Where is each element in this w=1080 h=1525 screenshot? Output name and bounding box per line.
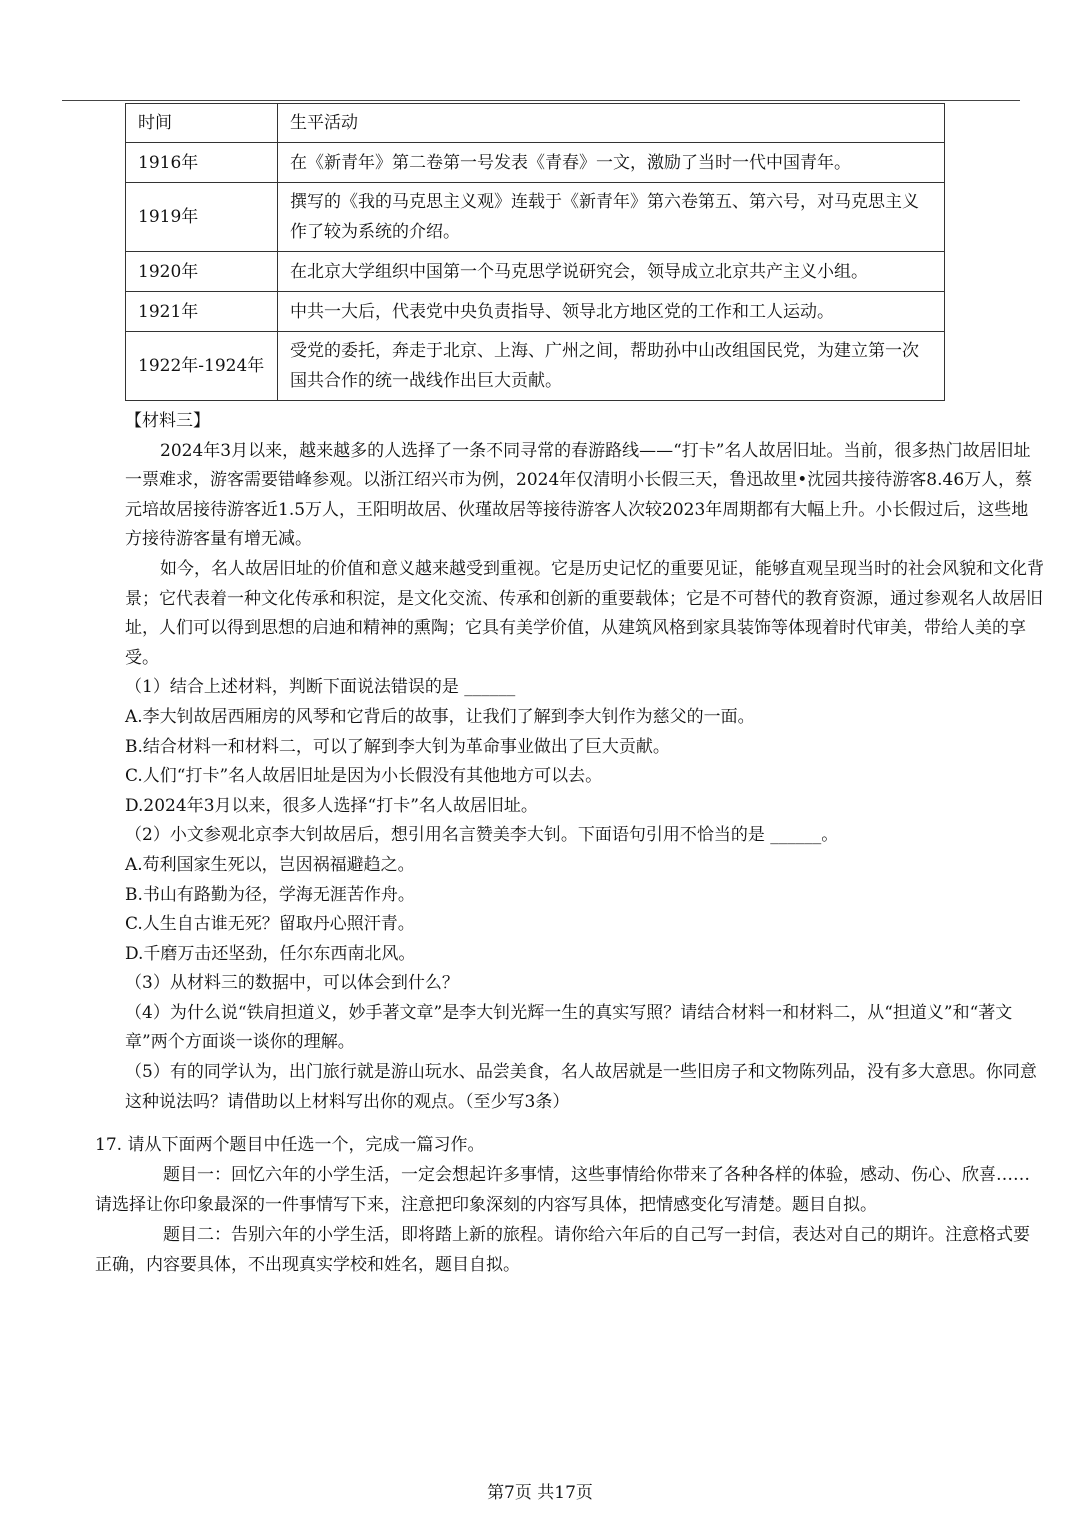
material-three-section (125, 407, 1045, 1117)
question-2-option-c: C.人生自古谁无死？留取丹心照汗青。 (125, 914, 415, 935)
table-row (126, 292, 945, 332)
activity-cell: 撰写的《我的马克思主义观》连载于《新青年》第六卷第五、第六号，对马克思主义作了较为系统的介绍。 (278, 183, 945, 252)
activity-cell: 中共一大后，代表党中央负责指导、领导北方地区党的工作和工人运动。 (278, 292, 945, 332)
year-cell: 1921年 (126, 292, 278, 332)
header-cell-activity: 生平活动 (278, 104, 945, 143)
page-number: 第7页 共17页 (487, 1483, 593, 1503)
question-1-option-b: B.结合材料一和材料二，可以了解到李大钊为革命事业做出了巨大贡献。 (125, 736, 670, 757)
question-1-option-c: C.人们“打卡”名人故居旧址是因为小长假没有其他地方可以去。 (125, 766, 603, 787)
question-17-section (95, 1130, 1045, 1280)
table-row (126, 252, 945, 292)
activity-cell: 在《新青年》第二卷第一号发表《青春》一文，激励了当时一代中国青年。 (278, 143, 945, 183)
year-cell: 1919年 (126, 183, 278, 252)
table-row (126, 332, 945, 401)
question-2: （2）小文参观北京李大钊故居后，想引用名言赞美李大钊。下面语句引用不恰当的是 ______。 (125, 825, 839, 846)
table-header-row (126, 104, 945, 143)
material-three-paragraph-1: 2024年3月以来，越来越多的人选择了一条不同寻常的春游路线——“打卡”名人故居旧址。当前，很多热门故居旧址一票难求，游客需要错峰参观。以浙江绍兴市为例，2024年仅清明小长假三天，鲁迅故里•沈园共接待游客8.46万人，蔡元培故居接待游客近1.5万人，王阳明故居、伙瑾故居等接待游客人次较2023年周期都有大幅上升。小长假过后，这些地方接待游客量有增无减。 (125, 440, 1033, 550)
activity-cell: 在北京大学组织中国第一个马克思学说研究会，领导成立北京共产主义小组。 (278, 252, 945, 292)
year-cell: 1916年 (126, 143, 278, 183)
question-2-option-d: D.千磨万击还坚劲，任尔东西南北风。 (125, 943, 416, 964)
question-17-topic-1: 题目一：回忆六年的小学生活，一定会想起许多事情，这些事情给你带来了各种各样的体验，感动、伤心、欣喜……请选择让你印象最深的一件事情写下来，注意把印象深刻的内容写具体，把情感变化写清楚。题目自拟。 (95, 1165, 1030, 1215)
year-cell: 1922年-1924年 (126, 332, 278, 401)
question-1-option-d: D.2024年3月以来，很多人选择“打卡”名人故居旧址。 (125, 795, 538, 816)
question-1: （1）结合上述材料，判断下面说法错误的是 ______ (125, 677, 516, 698)
question-1-option-a: A.李大钊故居西厢房的风琴和它背后的故事，让我们了解到李大钊作为慈父的一面。 (125, 706, 755, 727)
material-three-paragraph-2: 如今，名人故居旧址的价值和意义越来越受到重视。它是历史记忆的重要见证，能够直观呈现当时的社会风貌和文化背景；它代表着一种文化传承和积淀，是文化交流、传承和创新的重要载体；它是不可替代的教育资源，通过参观名人故居旧址，人们可以得到思想的启迪和精神的熏陶；它具有美学价值，从建筑风格到家具装饰等体现着时代审美，带给人美的享受。 (125, 558, 1044, 668)
material-three-heading: 【材料三】 (125, 411, 210, 431)
question-2-option-a: A.苟利国家生死以，岂因祸福避趋之。 (125, 854, 415, 875)
header-rule (62, 100, 1020, 101)
life-activities-table (125, 103, 945, 401)
table-row (126, 143, 945, 183)
question-4: （4）为什么说“铁肩担道义，妙手著文章”是李大钊光辉一生的真实写照？请结合材料一和材料二，从“担道义”和“著文章”两个方面谈一谈你的理解。 (125, 1002, 1013, 1053)
table-row (126, 183, 945, 252)
question-17-topic-2: 题目二：告别六年的小学生活，即将踏上新的旅程。请你给六年后的自己写一封信，表达对自己的期许。注意格式要正确，内容要具体，不出现真实学校和姓名，题目自拟。 (95, 1225, 1030, 1275)
year-cell: 1920年 (126, 252, 278, 292)
activity-cell: 受党的委托，奔走于北京、上海、广州之间，帮助孙中山改组国民党，为建立第一次国共合作的统一战线作出巨大贡献。 (278, 332, 945, 401)
question-5: （5）有的同学认为，出门旅行就是游山玩水、品尝美食，名人故居就是一些旧房子和文物陈列品，没有多大意思。你同意这种说法吗？请借助以上材料写出你的观点。（至少写3条） (125, 1062, 1037, 1112)
question-3: （3）从材料三的数据中，可以体会到什么？ (125, 973, 459, 994)
question-2-option-b: B.书山有路勤为径，学海无涯苦作舟。 (125, 884, 415, 905)
question-17-prompt: 17. 请从下面两个题目中任选一个，完成一篇习作。 (95, 1135, 485, 1155)
header-cell-time: 时间 (126, 104, 278, 143)
